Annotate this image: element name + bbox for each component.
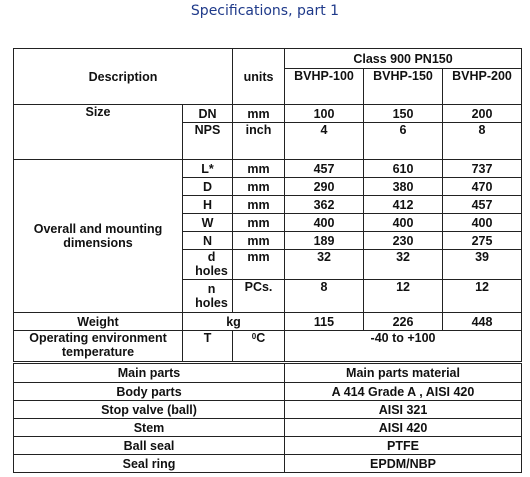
table-row bbox=[14, 363, 522, 383]
value-cell: 457 bbox=[285, 160, 364, 178]
value-cell: 12 bbox=[443, 280, 522, 313]
unit-cell: mm bbox=[233, 160, 285, 178]
materials-header-left: Main parts bbox=[14, 363, 285, 383]
table-row bbox=[14, 331, 522, 363]
value-cell: 4 bbox=[285, 123, 364, 160]
specifications-table bbox=[13, 48, 522, 473]
value-cell: 380 bbox=[364, 178, 443, 196]
value-cell: 200 bbox=[443, 105, 522, 123]
value-cell: 448 bbox=[443, 313, 522, 331]
material-cell: AISI 321 bbox=[285, 401, 522, 419]
value-cell: 6 bbox=[364, 123, 443, 160]
table-row bbox=[14, 437, 522, 455]
param-cell: W bbox=[183, 214, 233, 232]
table-row bbox=[14, 383, 522, 401]
model-header: BVHP-100 bbox=[285, 69, 364, 105]
param-cell: L* bbox=[183, 160, 233, 178]
value-cell: 400 bbox=[285, 214, 364, 232]
value-cell: 275 bbox=[443, 232, 522, 250]
unit-cell: inch bbox=[233, 123, 285, 160]
unit-letter: C bbox=[256, 331, 266, 345]
material-cell: AISI 420 bbox=[285, 419, 522, 437]
units-header: units bbox=[233, 49, 285, 105]
degree-sign: 0 bbox=[251, 332, 257, 341]
param-cell: DN bbox=[183, 105, 233, 123]
value-cell: 400 bbox=[364, 214, 443, 232]
unit-cell bbox=[233, 331, 285, 363]
value-cell: 470 bbox=[443, 178, 522, 196]
dimensions-label: Overall and mounting dimensions bbox=[14, 160, 183, 313]
value-cell: 457 bbox=[443, 196, 522, 214]
value-cell: 115 bbox=[285, 313, 364, 331]
unit-cell: mm bbox=[233, 250, 285, 280]
param-cell: T bbox=[183, 331, 233, 363]
param-cell: d holes bbox=[183, 250, 233, 280]
value-cell: 362 bbox=[285, 196, 364, 214]
param-cell: N bbox=[183, 232, 233, 250]
value-cell: 400 bbox=[443, 214, 522, 232]
param-cell: n holes bbox=[183, 280, 233, 313]
part-cell: Body parts bbox=[14, 383, 285, 401]
page-title: Specifications, part 1 bbox=[190, 3, 340, 19]
param-cell: NPS bbox=[183, 123, 233, 160]
material-cell: EPDM/NBP bbox=[285, 455, 522, 473]
value-cell: 230 bbox=[364, 232, 443, 250]
material-cell: PTFE bbox=[285, 437, 522, 455]
table-row bbox=[14, 401, 522, 419]
value-cell: 8 bbox=[285, 280, 364, 313]
value-cell: 39 bbox=[443, 250, 522, 280]
table-row bbox=[14, 160, 522, 178]
materials-header-right: Main parts material bbox=[285, 363, 522, 383]
unit-cell: mm bbox=[233, 196, 285, 214]
model-header: BVHP-200 bbox=[443, 69, 522, 105]
value-cell: 32 bbox=[285, 250, 364, 280]
table-row bbox=[14, 49, 522, 69]
unit-cell: kg bbox=[183, 313, 285, 331]
description-header: Description bbox=[14, 49, 233, 105]
param-cell: H bbox=[183, 196, 233, 214]
table-row bbox=[14, 105, 522, 123]
value-cell: 189 bbox=[285, 232, 364, 250]
table-row bbox=[14, 455, 522, 473]
table-row bbox=[14, 313, 522, 331]
part-cell: Stop valve (ball) bbox=[14, 401, 285, 419]
part-cell: Stem bbox=[14, 419, 285, 437]
value-cell: 737 bbox=[443, 160, 522, 178]
part-cell: Ball seal bbox=[14, 437, 285, 455]
weight-label: Weight bbox=[14, 313, 183, 331]
value-cell: 226 bbox=[364, 313, 443, 331]
value-cell: 412 bbox=[364, 196, 443, 214]
value-cell: 610 bbox=[364, 160, 443, 178]
unit-cell: mm bbox=[233, 214, 285, 232]
material-cell: A 414 Grade A , AISI 420 bbox=[285, 383, 522, 401]
part-cell: Seal ring bbox=[14, 455, 285, 473]
value-cell: 150 bbox=[364, 105, 443, 123]
value-cell: 290 bbox=[285, 178, 364, 196]
class-header: Class 900 PN150 bbox=[285, 49, 522, 69]
unit-cell: PCs. bbox=[233, 280, 285, 313]
value-cell: 100 bbox=[285, 105, 364, 123]
model-header: BVHP-150 bbox=[364, 69, 443, 105]
value-cell: 32 bbox=[364, 250, 443, 280]
size-label: Size bbox=[14, 105, 183, 160]
unit-cell: mm bbox=[233, 105, 285, 123]
value-cell: 8 bbox=[443, 123, 522, 160]
value-cell: 12 bbox=[364, 280, 443, 313]
environment-label: Operating environment temperature bbox=[14, 331, 183, 363]
param-cell: D bbox=[183, 178, 233, 196]
value-cell: -40 to +100 bbox=[285, 331, 522, 363]
unit-cell: mm bbox=[233, 232, 285, 250]
unit-cell: mm bbox=[233, 178, 285, 196]
table-row bbox=[14, 419, 522, 437]
